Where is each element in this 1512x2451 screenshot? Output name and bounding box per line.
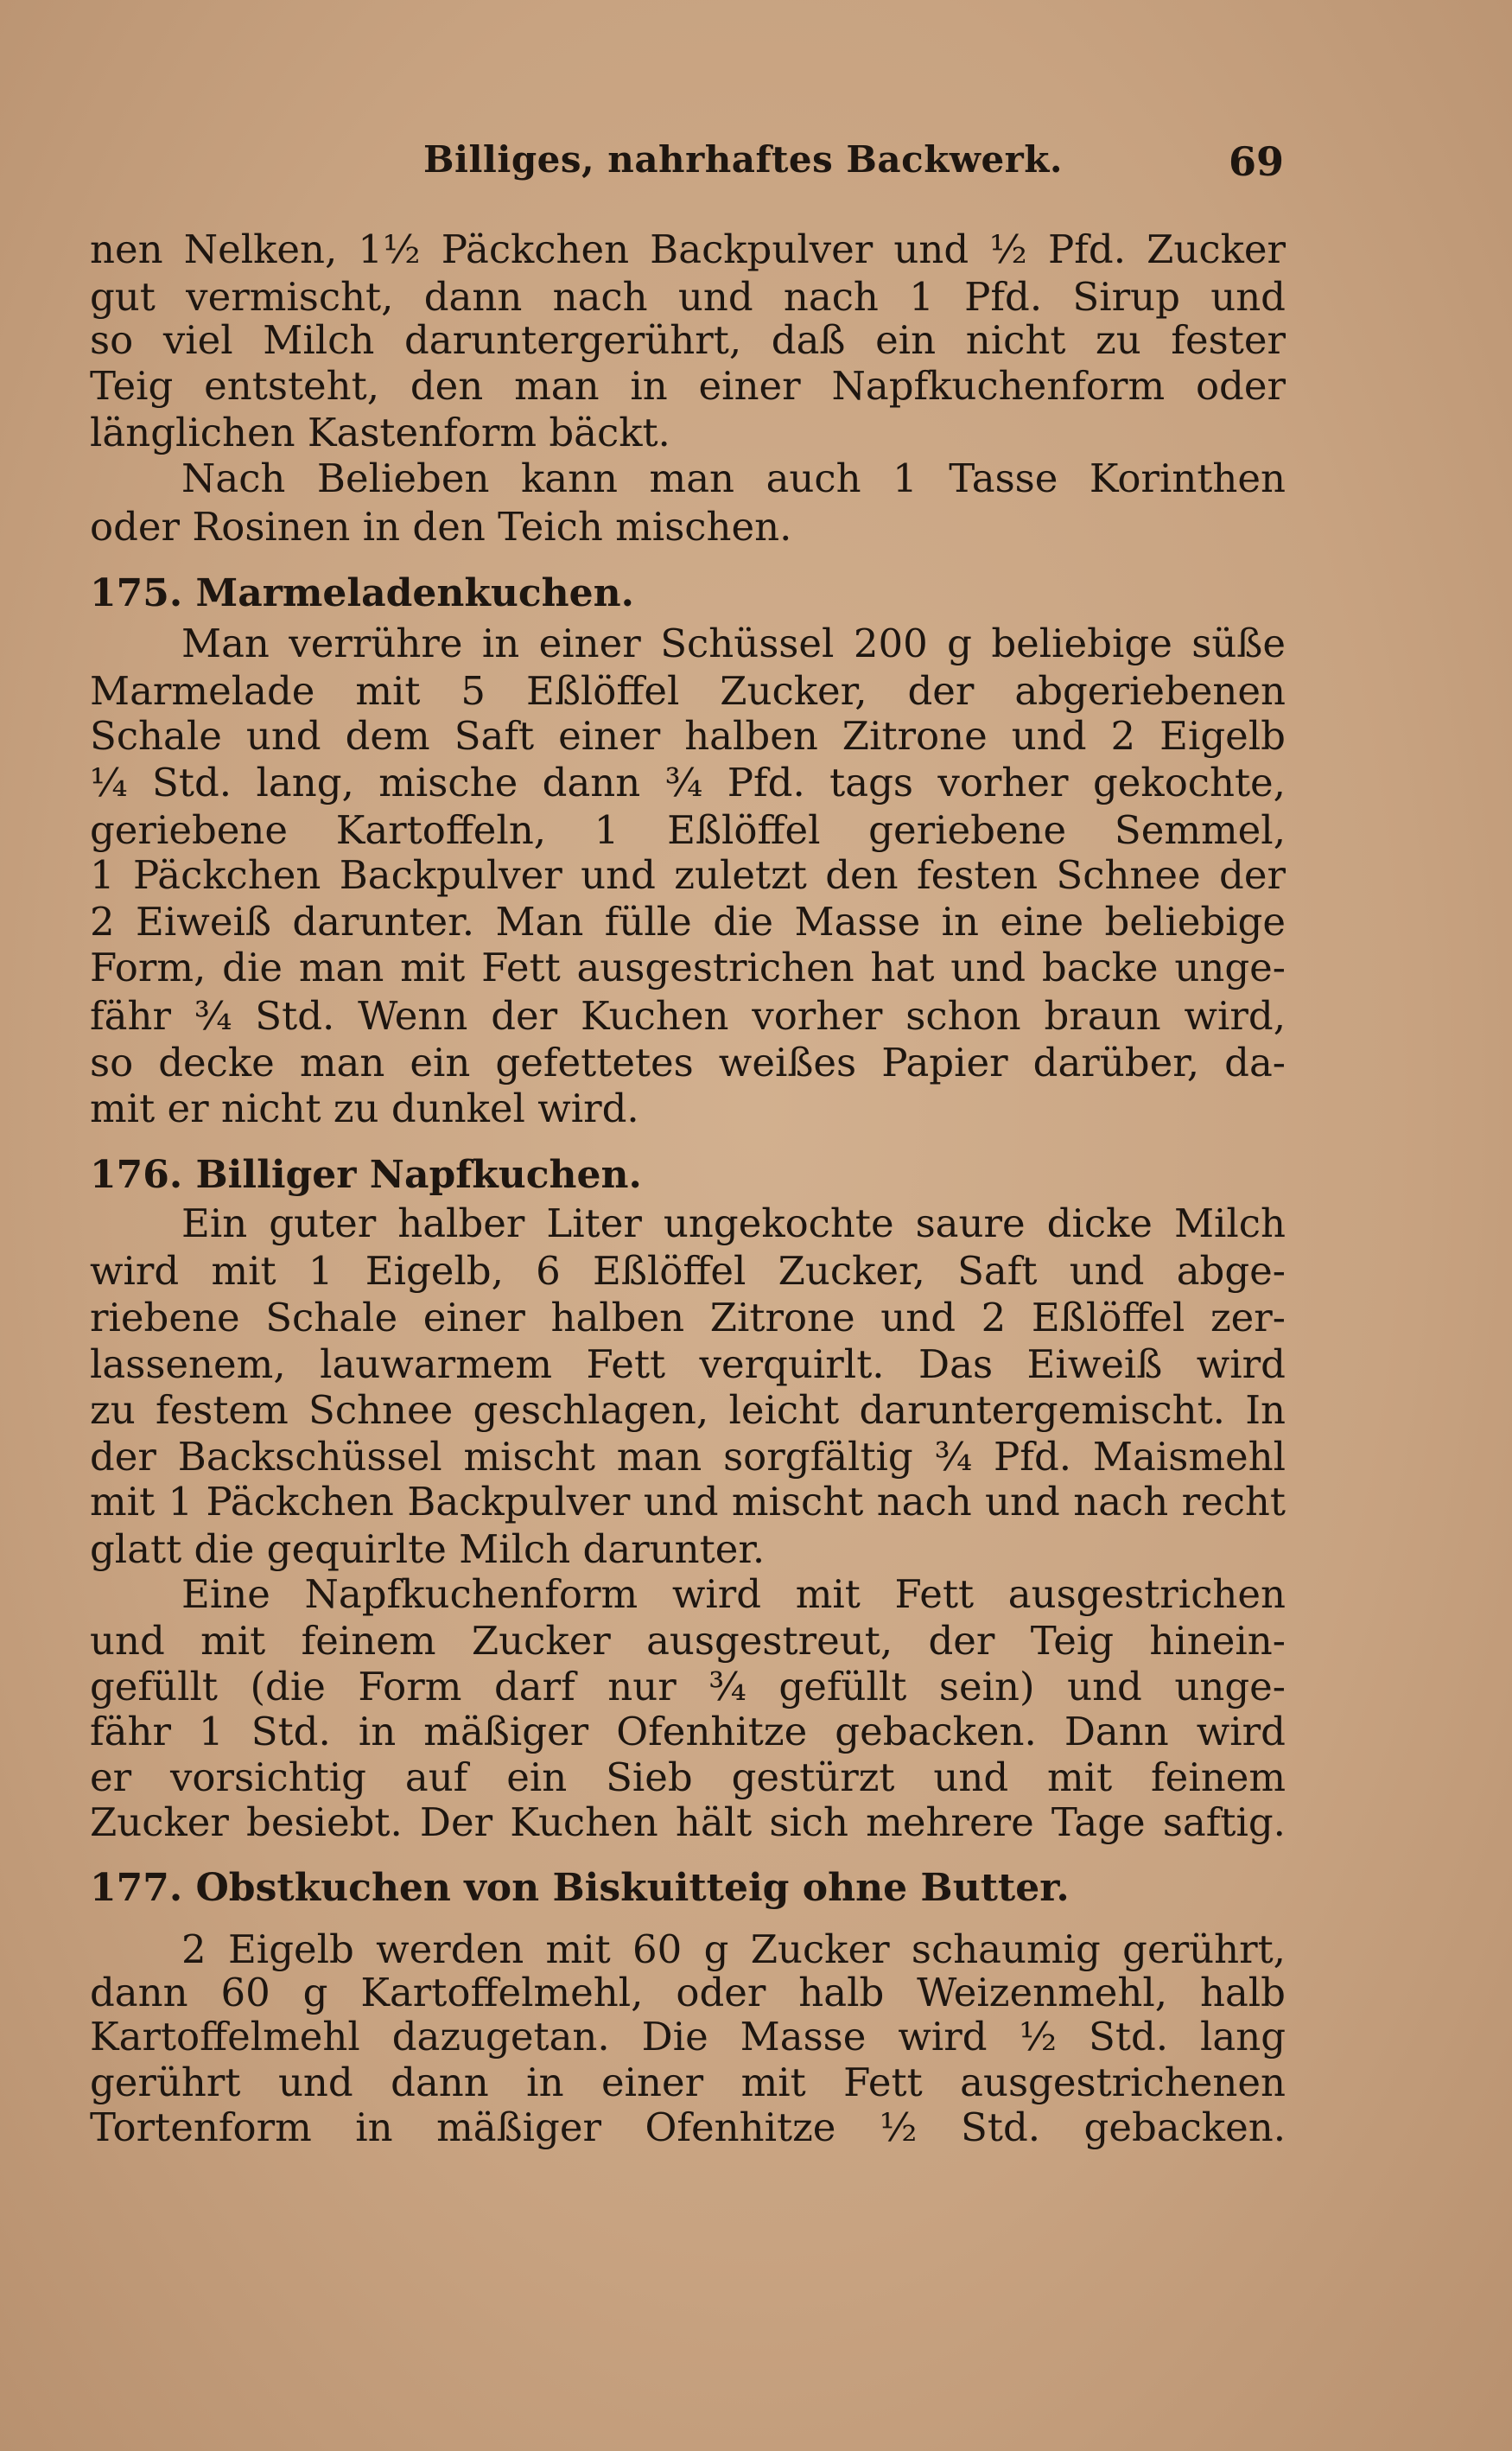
text-line: glatt die gequirlte Milch darunter. (90, 1525, 766, 1572)
text-line: mit er nicht zu dunkel wird. (90, 1085, 639, 1131)
text-line: gut vermischt, dann nach und nach 1 Pfd. Sirup und (90, 273, 1286, 320)
page-number: 69 (1229, 138, 1285, 185)
text-line: Eine Napfkuchenform wird mit Fett ausgestrichen (181, 1571, 1286, 1618)
text-line: 2 Eiweiß darunter. Man fülle die Masse in eine beliebige (90, 899, 1286, 945)
text-line: länglichen Kastenform bäckt. (90, 410, 670, 456)
text-line: Ein guter halber Liter ungekochte saure dicke Milch (181, 1200, 1286, 1247)
text-line: gerührt und dann in einer mit Fett ausgestrichenen (90, 2059, 1286, 2105)
text-line: Kartoffelmehl dazugetan. Die Masse wird ½ Std. lang (90, 2014, 1286, 2060)
text-line: so viel Milch daruntergerührt, daß ein nicht zu fester (90, 317, 1286, 364)
text-line: Tortenform in mäßiger Ofenhitze ½ Std. gebacken. (90, 2104, 1286, 2151)
text-line: ¼ Std. lang, mische dann ¾ Pfd. tags vorher gekochte, (90, 760, 1286, 806)
text-line: Schale und dem Saft einer halben Zitrone und 2 Eigelb (90, 713, 1286, 760)
text-line: fähr ¾ Std. Wenn der Kuchen vorher schon braun wird, (90, 992, 1286, 1039)
text-line: geriebene Kartoffeln, 1 Eßlöffel geriebene Semmel, (90, 806, 1286, 853)
recipe-heading: 177. Obstkuchen von Biskuitteig ohne Butter. (90, 1866, 1070, 1911)
recipe-heading: 175. Marmeladenkuchen. (90, 571, 634, 616)
text-line: wird mit 1 Eigelb, 6 Eßlöffel Zucker, Saft und abge- (90, 1247, 1286, 1294)
text-line: 2 Eigelb werden mit 60 g Zucker schaumig gerührt, (181, 1926, 1286, 1972)
text-line: fähr 1 Std. in mäßiger Ofenhitze gebacken. Dann wird (90, 1709, 1286, 1755)
text-line: 1 Päckchen Backpulver und zuletzt den festen Schnee der (90, 852, 1286, 899)
running-title: Billiges, nahrhaftes Backwerk. (423, 138, 1064, 181)
text-line: nen Nelken, 1½ Päckchen Backpulver und ½ Pfd. Zucker (90, 226, 1286, 273)
text-line: oder Rosinen in den Teich mischen. (90, 503, 792, 550)
text-line: gefüllt (die Form darf nur ¾ gefüllt sein) und unge- (90, 1663, 1286, 1709)
text-line: Form, die man mit Fett ausgestrichen hat und backe unge- (90, 944, 1286, 990)
text-line: riebene Schale einer halben Zitrone und 2 Eßlöffel zer- (90, 1294, 1286, 1340)
text-line: und mit feinem Zucker ausgestreut, der Teig hinein- (90, 1618, 1286, 1665)
recipe-heading: 176. Billiger Napfkuchen. (90, 1153, 642, 1198)
text-line: er vorsichtig auf ein Sieb gestürzt und mit feinem (90, 1754, 1286, 1800)
text-line: Teig entsteht, den man in einer Napfkuchenform oder (90, 362, 1286, 409)
text-line: lassenem, lauwarmem Fett verquirlt. Das Eiweiß wird (90, 1341, 1286, 1388)
text-line: der Backschüssel mischt man sorgfältig ¾ Pfd. Maismehl (90, 1433, 1286, 1480)
text-line: Man verrühre in einer Schüssel 200 g beliebige süße (181, 621, 1286, 667)
text-line: zu festem Schnee geschlagen, leicht daruntergemischt. In (90, 1386, 1286, 1433)
text-line: Marmelade mit 5 Eßlöffel Zucker, der abgeriebenen (90, 667, 1286, 714)
text-line: mit 1 Päckchen Backpulver und mischt nach und nach recht (90, 1479, 1286, 1525)
text-line: Zucker besiebt. Der Kuchen hält sich mehrere Tage saftig. (90, 1799, 1286, 1846)
text-line: Nach Belieben kann man auch 1 Tasse Korinthen (181, 455, 1286, 501)
text-line: so decke man ein gefettetes weißes Papier darüber, da- (90, 1040, 1286, 1086)
text-line: dann 60 g Kartoffelmehl, oder halb Weizenmehl, halb (90, 1970, 1286, 2016)
